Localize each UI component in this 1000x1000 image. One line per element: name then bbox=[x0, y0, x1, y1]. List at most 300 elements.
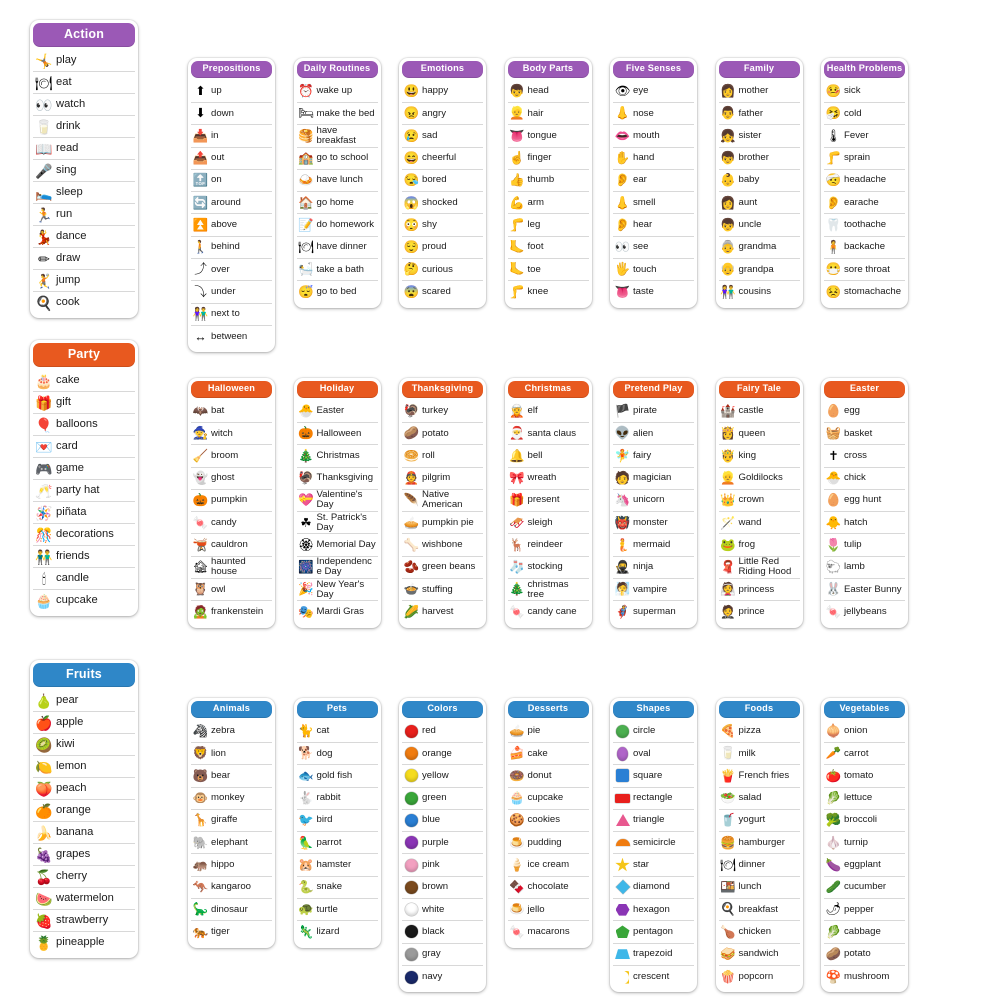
list-item[interactable] bbox=[33, 910, 135, 932]
list-item[interactable] bbox=[33, 248, 135, 270]
list-item[interactable] bbox=[402, 214, 483, 236]
list-item[interactable] bbox=[297, 214, 378, 236]
list-item[interactable] bbox=[33, 292, 135, 314]
list-item[interactable] bbox=[824, 81, 905, 103]
list-item[interactable] bbox=[402, 103, 483, 125]
list-item[interactable] bbox=[824, 966, 905, 988]
vocabulary-card[interactable] bbox=[399, 58, 486, 308]
list-item[interactable] bbox=[191, 788, 272, 810]
list-item[interactable] bbox=[33, 182, 135, 204]
list-item[interactable] bbox=[824, 490, 905, 512]
list-item[interactable] bbox=[613, 854, 694, 876]
list-item[interactable] bbox=[508, 281, 589, 303]
list-item[interactable] bbox=[297, 534, 378, 556]
list-item[interactable] bbox=[33, 546, 135, 568]
list-item[interactable] bbox=[613, 944, 694, 966]
list-item[interactable] bbox=[719, 601, 800, 623]
list-item[interactable] bbox=[297, 423, 378, 445]
list-item[interactable] bbox=[824, 170, 905, 192]
list-item[interactable] bbox=[613, 125, 694, 147]
list-item[interactable] bbox=[824, 512, 905, 534]
list-item[interactable] bbox=[719, 103, 800, 125]
list-item[interactable] bbox=[33, 844, 135, 866]
list-item[interactable] bbox=[719, 401, 800, 423]
list-item[interactable] bbox=[508, 445, 589, 467]
list-item[interactable] bbox=[191, 877, 272, 899]
vocabulary-card[interactable] bbox=[716, 58, 803, 308]
list-item[interactable] bbox=[402, 237, 483, 259]
list-item[interactable] bbox=[613, 966, 694, 988]
vocabulary-card[interactable] bbox=[294, 378, 381, 628]
vocabulary-card[interactable] bbox=[505, 58, 592, 308]
lunch-icon: 🍛 bbox=[298, 173, 314, 188]
list-item[interactable] bbox=[508, 832, 589, 854]
list-item[interactable] bbox=[719, 512, 800, 534]
list-item[interactable] bbox=[613, 512, 694, 534]
list-item[interactable] bbox=[824, 721, 905, 743]
list-item[interactable] bbox=[719, 281, 800, 303]
list-item[interactable] bbox=[508, 170, 589, 192]
list-item[interactable] bbox=[191, 326, 272, 348]
list-item[interactable] bbox=[33, 690, 135, 712]
list-item[interactable] bbox=[191, 534, 272, 556]
list-item[interactable] bbox=[508, 788, 589, 810]
list-item[interactable] bbox=[402, 170, 483, 192]
list-item[interactable] bbox=[191, 743, 272, 765]
pie-icon: 🥧 bbox=[509, 724, 525, 739]
list-item[interactable] bbox=[719, 81, 800, 103]
list-item[interactable] bbox=[719, 192, 800, 214]
list-item[interactable] bbox=[33, 800, 135, 822]
list-item[interactable] bbox=[824, 557, 905, 579]
list-item[interactable] bbox=[613, 237, 694, 259]
list-item[interactable] bbox=[508, 125, 589, 147]
list-item[interactable] bbox=[719, 468, 800, 490]
list-item[interactable] bbox=[508, 765, 589, 787]
list-item[interactable] bbox=[719, 259, 800, 281]
list-item[interactable] bbox=[191, 810, 272, 832]
list-item[interactable] bbox=[824, 743, 905, 765]
list-item[interactable] bbox=[613, 877, 694, 899]
list-item-label: chicken bbox=[738, 925, 772, 937]
list-item[interactable] bbox=[613, 468, 694, 490]
list-item[interactable] bbox=[297, 468, 378, 490]
list-item[interactable] bbox=[191, 899, 272, 921]
list-item[interactable] bbox=[33, 138, 135, 160]
list-item[interactable] bbox=[191, 579, 272, 601]
list-item[interactable] bbox=[824, 921, 905, 943]
list-item[interactable] bbox=[402, 966, 483, 988]
list-item[interactable] bbox=[824, 899, 905, 921]
list-item[interactable] bbox=[613, 921, 694, 943]
list-item[interactable] bbox=[297, 125, 378, 147]
list-item[interactable] bbox=[613, 423, 694, 445]
list-item[interactable] bbox=[719, 125, 800, 147]
list-item[interactable] bbox=[508, 601, 589, 623]
vocabulary-card[interactable] bbox=[505, 378, 592, 628]
list-item[interactable] bbox=[824, 788, 905, 810]
list-item[interactable] bbox=[33, 756, 135, 778]
list-item[interactable] bbox=[508, 468, 589, 490]
list-item[interactable] bbox=[33, 160, 135, 182]
list-item[interactable] bbox=[402, 788, 483, 810]
list-item[interactable] bbox=[191, 721, 272, 743]
list-item[interactable] bbox=[191, 557, 272, 579]
list-item[interactable] bbox=[824, 401, 905, 423]
list-item[interactable] bbox=[33, 866, 135, 888]
list-item[interactable] bbox=[33, 370, 135, 392]
list-item[interactable] bbox=[191, 214, 272, 236]
list-item[interactable] bbox=[191, 490, 272, 512]
list-item[interactable] bbox=[719, 214, 800, 236]
list-item[interactable] bbox=[402, 125, 483, 147]
vocabulary-card[interactable] bbox=[505, 698, 592, 948]
list-item[interactable] bbox=[297, 810, 378, 832]
list-item-label: harvest bbox=[422, 606, 454, 618]
vocabulary-card[interactable] bbox=[30, 20, 138, 318]
list-item[interactable] bbox=[508, 743, 589, 765]
list-item[interactable] bbox=[824, 192, 905, 214]
list-item[interactable] bbox=[719, 921, 800, 943]
list-item[interactable] bbox=[402, 468, 483, 490]
list-item-label: leg bbox=[527, 219, 541, 231]
vocabulary-card[interactable] bbox=[30, 660, 138, 958]
list-item[interactable] bbox=[402, 557, 483, 579]
list-item[interactable] bbox=[508, 148, 589, 170]
list-item[interactable] bbox=[719, 237, 800, 259]
vocabulary-card[interactable] bbox=[188, 58, 275, 352]
vocabulary-card[interactable] bbox=[821, 378, 908, 628]
list-item[interactable] bbox=[613, 765, 694, 787]
list-item[interactable] bbox=[402, 423, 483, 445]
list-item[interactable] bbox=[402, 944, 483, 966]
list-item[interactable] bbox=[508, 81, 589, 103]
list-item[interactable] bbox=[508, 721, 589, 743]
list-item[interactable] bbox=[613, 192, 694, 214]
list-item[interactable] bbox=[613, 810, 694, 832]
list-item[interactable] bbox=[824, 944, 905, 966]
list-item[interactable] bbox=[613, 832, 694, 854]
vocabulary-card[interactable] bbox=[610, 378, 697, 628]
list-item[interactable] bbox=[191, 921, 272, 943]
list-item[interactable] bbox=[191, 259, 272, 281]
list-item[interactable] bbox=[297, 921, 378, 943]
list-item[interactable] bbox=[613, 445, 694, 467]
list-item[interactable] bbox=[191, 170, 272, 192]
list-item[interactable] bbox=[33, 204, 135, 226]
list-item[interactable] bbox=[33, 888, 135, 910]
list-item[interactable] bbox=[402, 810, 483, 832]
list-item[interactable] bbox=[508, 557, 589, 579]
vocabulary-card[interactable] bbox=[821, 58, 908, 308]
list-item-label: pepper bbox=[844, 903, 874, 915]
list-item[interactable] bbox=[402, 148, 483, 170]
list-item[interactable] bbox=[297, 103, 378, 125]
list-item[interactable] bbox=[191, 192, 272, 214]
list-item[interactable] bbox=[297, 765, 378, 787]
list-item[interactable] bbox=[824, 423, 905, 445]
list-item[interactable] bbox=[613, 81, 694, 103]
list-item[interactable] bbox=[508, 214, 589, 236]
list-item[interactable] bbox=[824, 237, 905, 259]
list-item[interactable] bbox=[613, 259, 694, 281]
list-item[interactable] bbox=[297, 601, 378, 623]
list-item[interactable] bbox=[297, 237, 378, 259]
list-item[interactable] bbox=[719, 579, 800, 601]
backache-icon: 🧍 bbox=[825, 240, 842, 255]
list-item[interactable] bbox=[613, 401, 694, 423]
arrow-up-icon: ⬆ bbox=[195, 84, 206, 99]
list-item[interactable] bbox=[402, 921, 483, 943]
list-item[interactable] bbox=[719, 170, 800, 192]
list-item[interactable] bbox=[613, 721, 694, 743]
list-item[interactable] bbox=[297, 81, 378, 103]
list-item[interactable] bbox=[613, 743, 694, 765]
list-item[interactable] bbox=[33, 932, 135, 954]
card-item-list bbox=[719, 721, 800, 989]
list-item[interactable] bbox=[297, 512, 378, 534]
list-item[interactable] bbox=[508, 810, 589, 832]
list-item[interactable] bbox=[297, 721, 378, 743]
list-item[interactable] bbox=[33, 734, 135, 756]
list-item[interactable] bbox=[402, 877, 483, 899]
list-item[interactable] bbox=[297, 788, 378, 810]
list-item[interactable] bbox=[33, 392, 135, 414]
cherry-icon: 🍒 bbox=[35, 868, 53, 885]
list-item[interactable] bbox=[719, 899, 800, 921]
vocabulary-card[interactable] bbox=[188, 698, 275, 948]
vocabulary-card[interactable] bbox=[716, 698, 803, 992]
carrot-icon: 🥕 bbox=[825, 746, 842, 761]
list-item-label: pink bbox=[422, 859, 440, 871]
vocabulary-card[interactable] bbox=[821, 698, 908, 992]
list-item[interactable] bbox=[824, 601, 905, 623]
list-item[interactable] bbox=[613, 601, 694, 623]
list-item[interactable] bbox=[297, 899, 378, 921]
list-item-label: crown bbox=[738, 494, 765, 506]
list-item[interactable] bbox=[191, 423, 272, 445]
list-item[interactable] bbox=[402, 854, 483, 876]
list-item[interactable] bbox=[719, 877, 800, 899]
list-item[interactable] bbox=[402, 832, 483, 854]
list-item[interactable] bbox=[33, 712, 135, 734]
list-item[interactable] bbox=[719, 743, 800, 765]
list-item[interactable] bbox=[297, 259, 378, 281]
list-item[interactable] bbox=[824, 468, 905, 490]
list-item[interactable] bbox=[508, 534, 589, 556]
list-item[interactable] bbox=[613, 579, 694, 601]
list-item[interactable] bbox=[297, 401, 378, 423]
list-item[interactable] bbox=[33, 116, 135, 138]
list-item[interactable] bbox=[824, 534, 905, 556]
list-item[interactable] bbox=[824, 281, 905, 303]
list-item[interactable] bbox=[824, 832, 905, 854]
list-item[interactable] bbox=[613, 534, 694, 556]
list-item[interactable] bbox=[191, 81, 272, 103]
list-item[interactable] bbox=[613, 103, 694, 125]
list-item[interactable] bbox=[402, 281, 483, 303]
list-item[interactable] bbox=[508, 423, 589, 445]
list-item[interactable] bbox=[191, 103, 272, 125]
list-item[interactable] bbox=[191, 765, 272, 787]
list-item[interactable] bbox=[508, 854, 589, 876]
list-item[interactable] bbox=[402, 765, 483, 787]
list-item[interactable] bbox=[33, 72, 135, 94]
list-item[interactable] bbox=[33, 270, 135, 292]
vocabulary-card[interactable] bbox=[399, 698, 486, 992]
list-item[interactable] bbox=[508, 899, 589, 921]
list-item[interactable] bbox=[824, 125, 905, 147]
list-item[interactable] bbox=[613, 557, 694, 579]
list-item[interactable] bbox=[402, 512, 483, 534]
list-item[interactable] bbox=[191, 832, 272, 854]
list-item-label: lamb bbox=[844, 561, 865, 573]
list-item[interactable] bbox=[297, 743, 378, 765]
list-item[interactable] bbox=[824, 259, 905, 281]
vocabulary-card[interactable] bbox=[294, 698, 381, 948]
list-item[interactable] bbox=[402, 259, 483, 281]
list-item-label: scared bbox=[422, 286, 451, 298]
list-item[interactable] bbox=[33, 226, 135, 248]
vocabulary-card[interactable] bbox=[610, 58, 697, 308]
list-item[interactable] bbox=[508, 259, 589, 281]
list-item[interactable] bbox=[719, 832, 800, 854]
list-item[interactable] bbox=[613, 214, 694, 236]
vocabulary-card[interactable] bbox=[30, 340, 138, 616]
unicorn-icon: 🦄 bbox=[614, 493, 631, 508]
list-item[interactable] bbox=[613, 490, 694, 512]
list-item[interactable] bbox=[191, 125, 272, 147]
list-item[interactable] bbox=[191, 237, 272, 259]
list-item[interactable] bbox=[508, 401, 589, 423]
list-item[interactable] bbox=[613, 281, 694, 303]
list-item[interactable] bbox=[33, 502, 135, 524]
list-item[interactable] bbox=[824, 445, 905, 467]
list-item[interactable] bbox=[613, 148, 694, 170]
list-item[interactable] bbox=[33, 568, 135, 590]
pink-swatch-icon bbox=[405, 859, 418, 872]
list-item[interactable] bbox=[297, 557, 378, 579]
list-item[interactable] bbox=[297, 832, 378, 854]
list-item[interactable] bbox=[297, 490, 378, 512]
list-item[interactable] bbox=[719, 944, 800, 966]
list-item[interactable] bbox=[508, 237, 589, 259]
list-item[interactable] bbox=[297, 877, 378, 899]
list-item-label: around bbox=[211, 196, 241, 208]
list-item[interactable] bbox=[191, 401, 272, 423]
list-item[interactable] bbox=[824, 765, 905, 787]
list-item[interactable] bbox=[402, 192, 483, 214]
list-item[interactable] bbox=[719, 765, 800, 787]
list-item[interactable] bbox=[402, 534, 483, 556]
list-item[interactable] bbox=[33, 50, 135, 72]
list-item[interactable] bbox=[508, 490, 589, 512]
list-item[interactable] bbox=[297, 445, 378, 467]
list-item[interactable] bbox=[402, 899, 483, 921]
list-item[interactable] bbox=[824, 148, 905, 170]
list-item[interactable] bbox=[719, 854, 800, 876]
list-item[interactable] bbox=[508, 103, 589, 125]
vocabulary-card[interactable] bbox=[610, 698, 697, 992]
list-item[interactable] bbox=[33, 436, 135, 458]
list-item[interactable] bbox=[191, 601, 272, 623]
list-item[interactable] bbox=[613, 170, 694, 192]
list-item[interactable] bbox=[508, 512, 589, 534]
list-item[interactable] bbox=[824, 877, 905, 899]
list-item[interactable] bbox=[402, 445, 483, 467]
vocabulary-card[interactable] bbox=[399, 378, 486, 628]
list-item[interactable] bbox=[402, 401, 483, 423]
vocabulary-card[interactable] bbox=[294, 58, 381, 308]
list-item[interactable] bbox=[402, 81, 483, 103]
vocabulary-card[interactable] bbox=[716, 378, 803, 628]
list-item[interactable] bbox=[33, 414, 135, 436]
list-item[interactable] bbox=[33, 822, 135, 844]
list-item[interactable] bbox=[191, 854, 272, 876]
list-item[interactable] bbox=[824, 579, 905, 601]
list-item[interactable] bbox=[33, 458, 135, 480]
list-item[interactable] bbox=[719, 788, 800, 810]
list-item[interactable] bbox=[297, 281, 378, 303]
list-item[interactable] bbox=[297, 148, 378, 170]
list-item[interactable] bbox=[402, 579, 483, 601]
list-item[interactable] bbox=[719, 148, 800, 170]
list-item[interactable] bbox=[508, 877, 589, 899]
list-item[interactable] bbox=[719, 810, 800, 832]
list-item[interactable] bbox=[402, 601, 483, 623]
list-item[interactable] bbox=[297, 854, 378, 876]
list-item[interactable] bbox=[824, 810, 905, 832]
list-item[interactable] bbox=[191, 468, 272, 490]
list-item[interactable] bbox=[33, 590, 135, 612]
list-item[interactable] bbox=[297, 579, 378, 601]
list-item[interactable] bbox=[191, 512, 272, 534]
list-item[interactable] bbox=[719, 534, 800, 556]
list-item[interactable] bbox=[191, 148, 272, 170]
list-item[interactable] bbox=[719, 445, 800, 467]
list-item[interactable] bbox=[33, 778, 135, 800]
list-item[interactable] bbox=[719, 966, 800, 988]
list-item[interactable] bbox=[297, 192, 378, 214]
turkey-icon: 🦃 bbox=[403, 404, 420, 419]
vocabulary-card[interactable] bbox=[188, 378, 275, 628]
list-item[interactable] bbox=[508, 192, 589, 214]
list-item[interactable] bbox=[719, 490, 800, 512]
list-item[interactable] bbox=[402, 490, 483, 512]
list-item[interactable] bbox=[33, 524, 135, 546]
list-item[interactable] bbox=[719, 721, 800, 743]
list-item[interactable] bbox=[402, 743, 483, 765]
list-item[interactable] bbox=[508, 921, 589, 943]
orange-swatch-icon bbox=[403, 744, 420, 763]
list-item[interactable] bbox=[508, 579, 589, 601]
list-item[interactable] bbox=[719, 423, 800, 445]
list-item[interactable] bbox=[191, 445, 272, 467]
list-item[interactable] bbox=[33, 480, 135, 502]
list-item[interactable] bbox=[613, 899, 694, 921]
list-item[interactable] bbox=[191, 281, 272, 303]
dog-icon: 🐕 bbox=[298, 746, 314, 761]
list-item[interactable] bbox=[824, 854, 905, 876]
list-item[interactable] bbox=[824, 103, 905, 125]
list-item[interactable] bbox=[824, 214, 905, 236]
list-item[interactable] bbox=[402, 721, 483, 743]
list-item[interactable] bbox=[613, 788, 694, 810]
list-item[interactable] bbox=[297, 170, 378, 192]
list-item[interactable] bbox=[191, 304, 272, 326]
list-item[interactable] bbox=[719, 557, 800, 579]
list-item[interactable] bbox=[33, 94, 135, 116]
